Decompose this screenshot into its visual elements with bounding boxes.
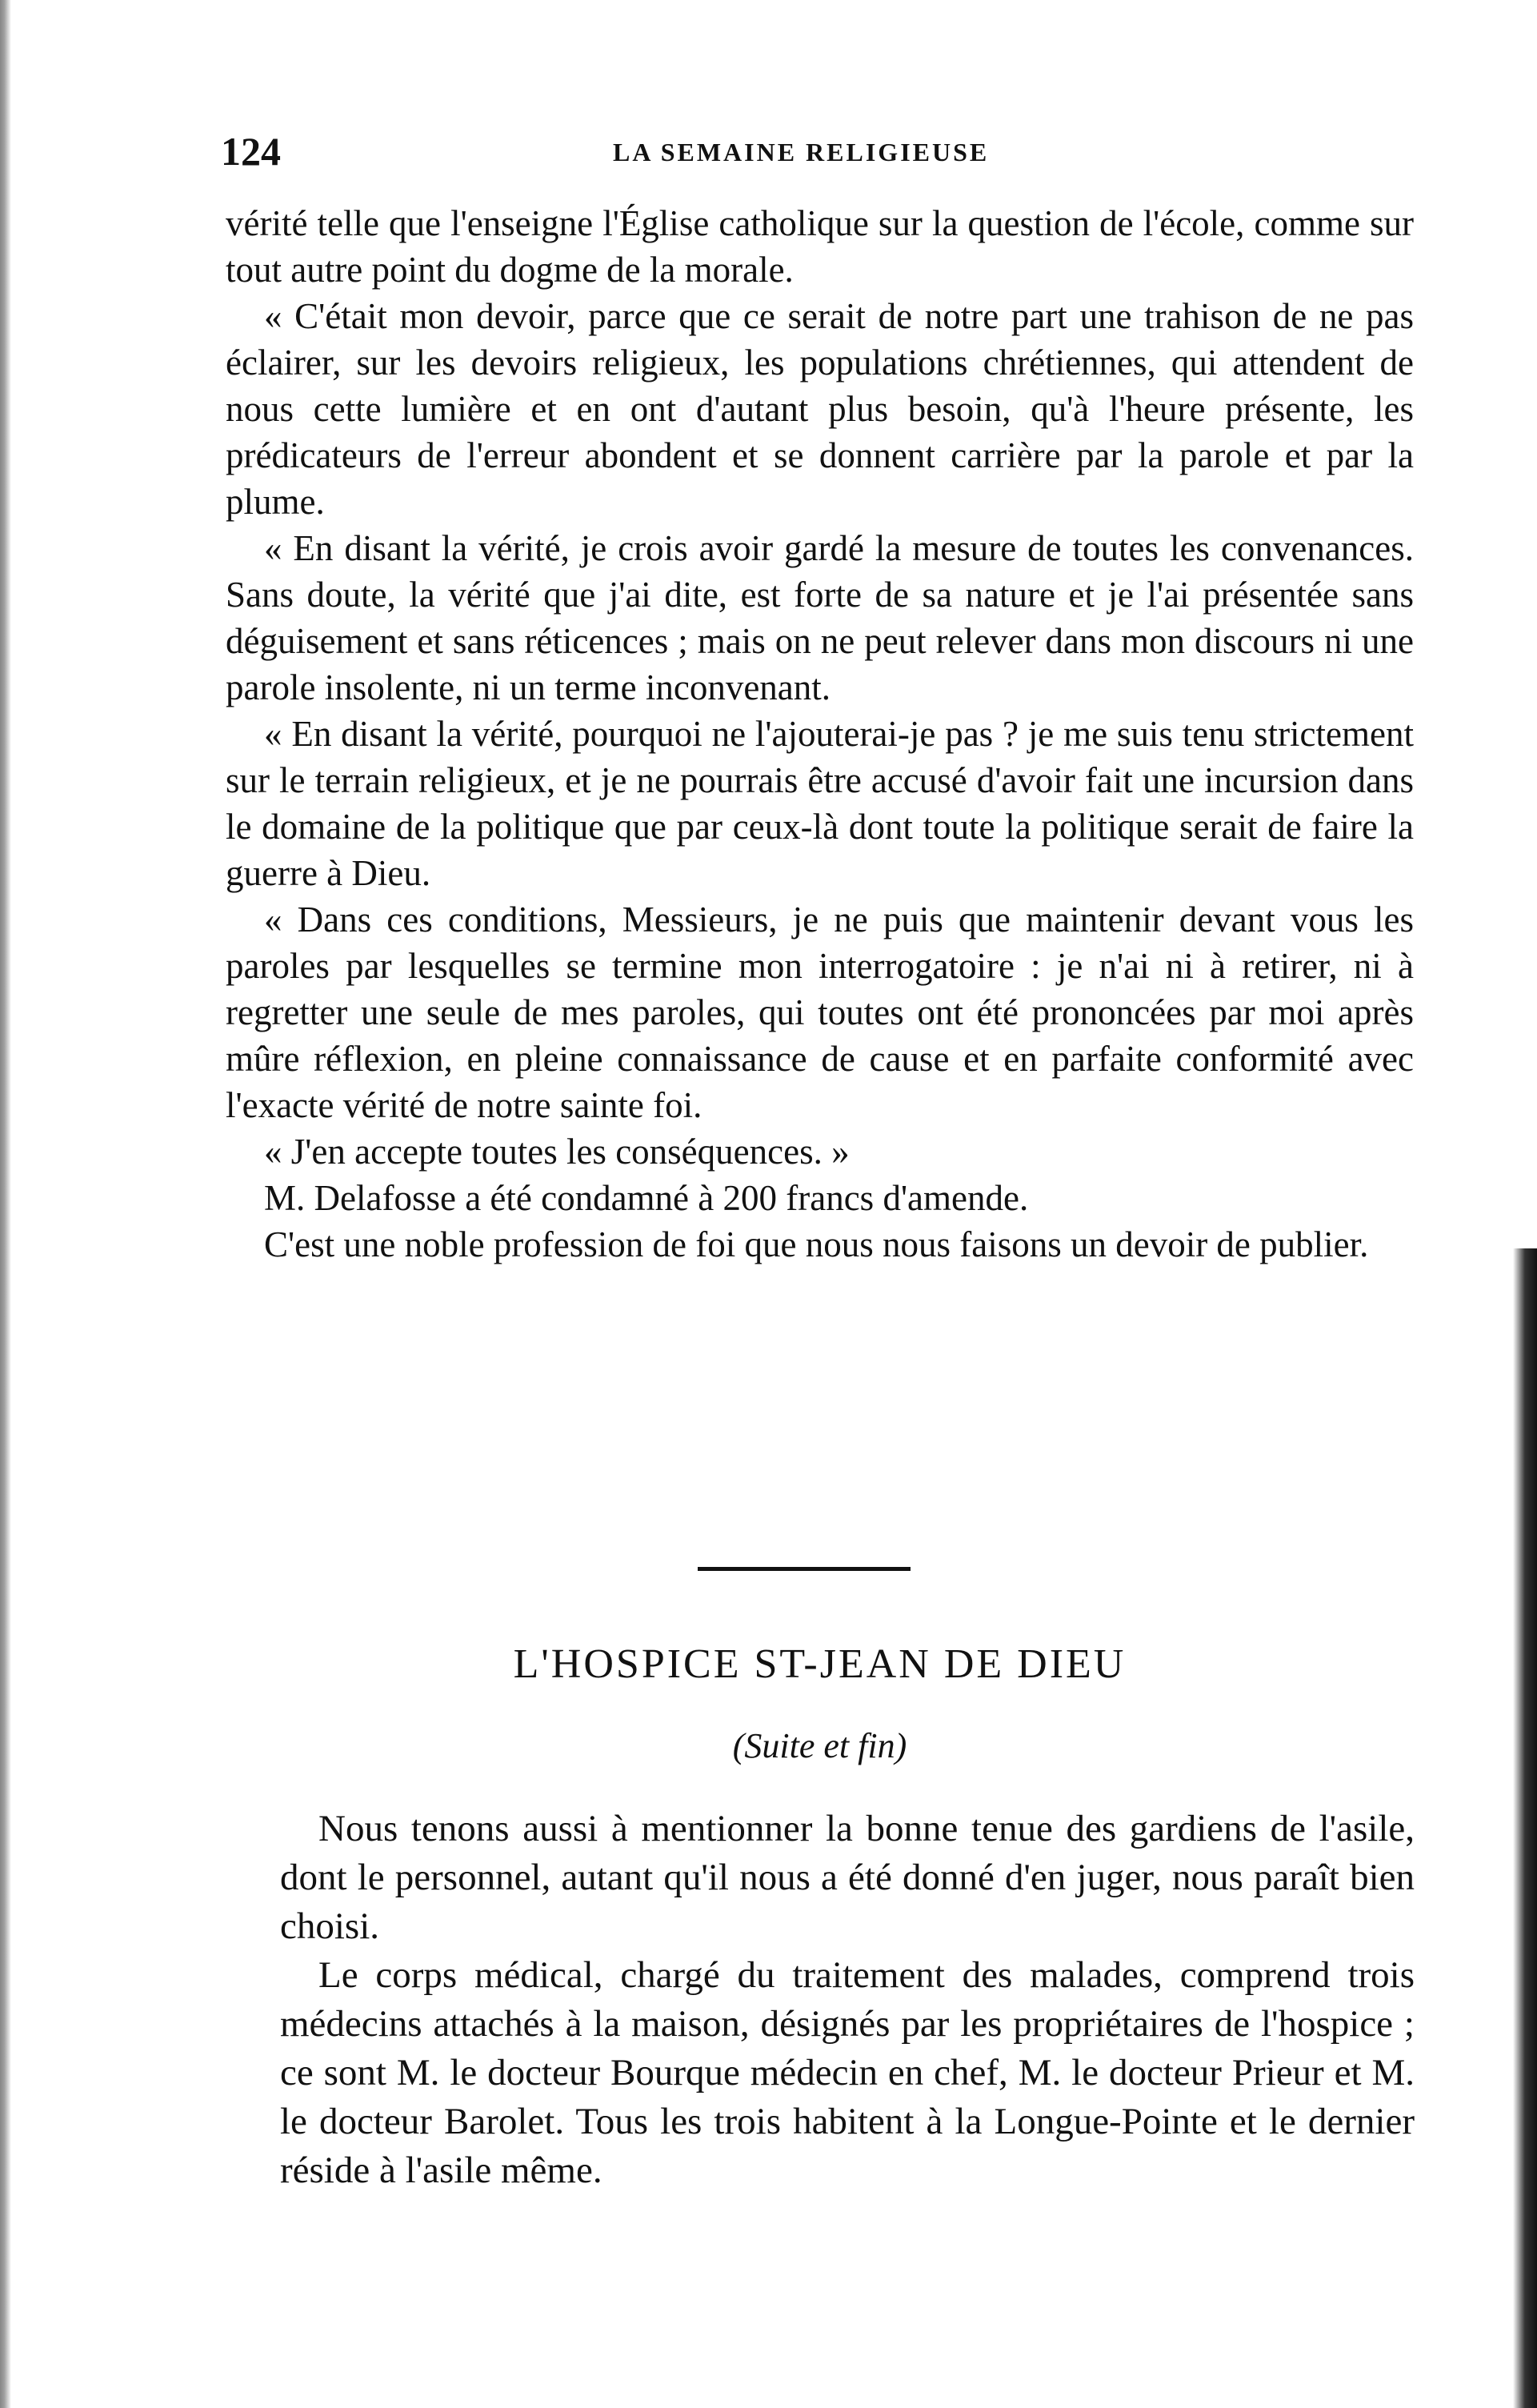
article-paragraph: « J'en accepte toutes les conséquences. » bbox=[264, 1132, 850, 1172]
scan-right-edge bbox=[1513, 1248, 1537, 2408]
page-header bbox=[221, 128, 1437, 184]
section-title: L'HOSPICE ST-JEAN DE DIEU bbox=[513, 1641, 1127, 1687]
page-number: 124 bbox=[221, 129, 281, 174]
section-subtitle: (Suite et fin) bbox=[732, 1726, 907, 1765]
section-paragraph: Le corps médical, chargé du traitement des malades, comprend trois médecins attachés à la maison, désignés par les propriétaires de l'hospice ; ce sont M. le docteur Bourque médecin en chef, M. le docteur Prieur et M. le docteur Barolet. Tous les trois habitent à la Longue-Pointe et le dernier réside à l'asile même. bbox=[280, 1954, 1415, 2191]
article-body bbox=[226, 200, 1414, 1268]
article-paragraph: M. Delafosse a été condamné à 200 francs d'amende. bbox=[264, 1178, 1029, 1218]
article-paragraph: « En disant la vérité, pourquoi ne l'ajouterai-je pas ? je me suis tenu strictement sur le terrain religieux, et je ne pourrais être accusé d'avoir fait une incursion dans le domaine de la politique que par ceux-là dont toute la politique serait de faire la guerre à Dieu. bbox=[226, 714, 1414, 893]
article-paragraph: « Dans ces conditions, Messieurs, je ne puis que maintenir devant vous les paroles par lesquelles se termine mon interrogatoire : je n'ai ni à retirer, ni à regretter une seule de mes paroles, qui toutes ont été prononcées par moi après mûre réflexion, en pleine connaissance de cause et en parfaite conformité avec l'exacte vérité de notre sainte foi. bbox=[226, 899, 1414, 1125]
section-paragraph: Nous tenons aussi à mentionner la bonne tenue des gardiens de l'asile, dont le personnel, autant qu'il nous a été donné d'en juger, nous paraît bien choisi. bbox=[280, 1808, 1415, 1947]
scan-left-edge bbox=[0, 0, 11, 2408]
article-paragraph: C'est une noble profession de foi que nous nous faisons un devoir de publier. bbox=[264, 1224, 1369, 1264]
article-paragraph: vérité telle que l'enseigne l'Église catholique sur la question de l'école, comme sur tout autre point du dogme de la morale. bbox=[226, 203, 1414, 290]
article-paragraph: « En disant la vérité, je crois avoir gardé la mesure de toutes les convenances. Sans doute, la vérité que j'ai dite, est forte de sa nature et je l'ai présentée sans déguisement et sans réticences ; mais on ne peut relever dans mon discours ni une parole insolente, ni un terme inconvenant. bbox=[226, 528, 1414, 707]
running-title: LA SEMAINE RELIGIEUSE bbox=[613, 138, 990, 166]
article-paragraph: « C'était mon devoir, parce que ce serait de notre part une trahison de ne pas éclairer, sur les devoirs religieux, les populations chrétiennes, qui attendent de nous cette lumière et en ont d'autant plus besoin, qu'à l'heure présente, les prédicateurs de l'erreur abondent et se donnent carrière par la parole et par la plume. bbox=[226, 296, 1414, 522]
section-body bbox=[280, 1805, 1415, 2195]
section-divider bbox=[698, 1567, 911, 1571]
